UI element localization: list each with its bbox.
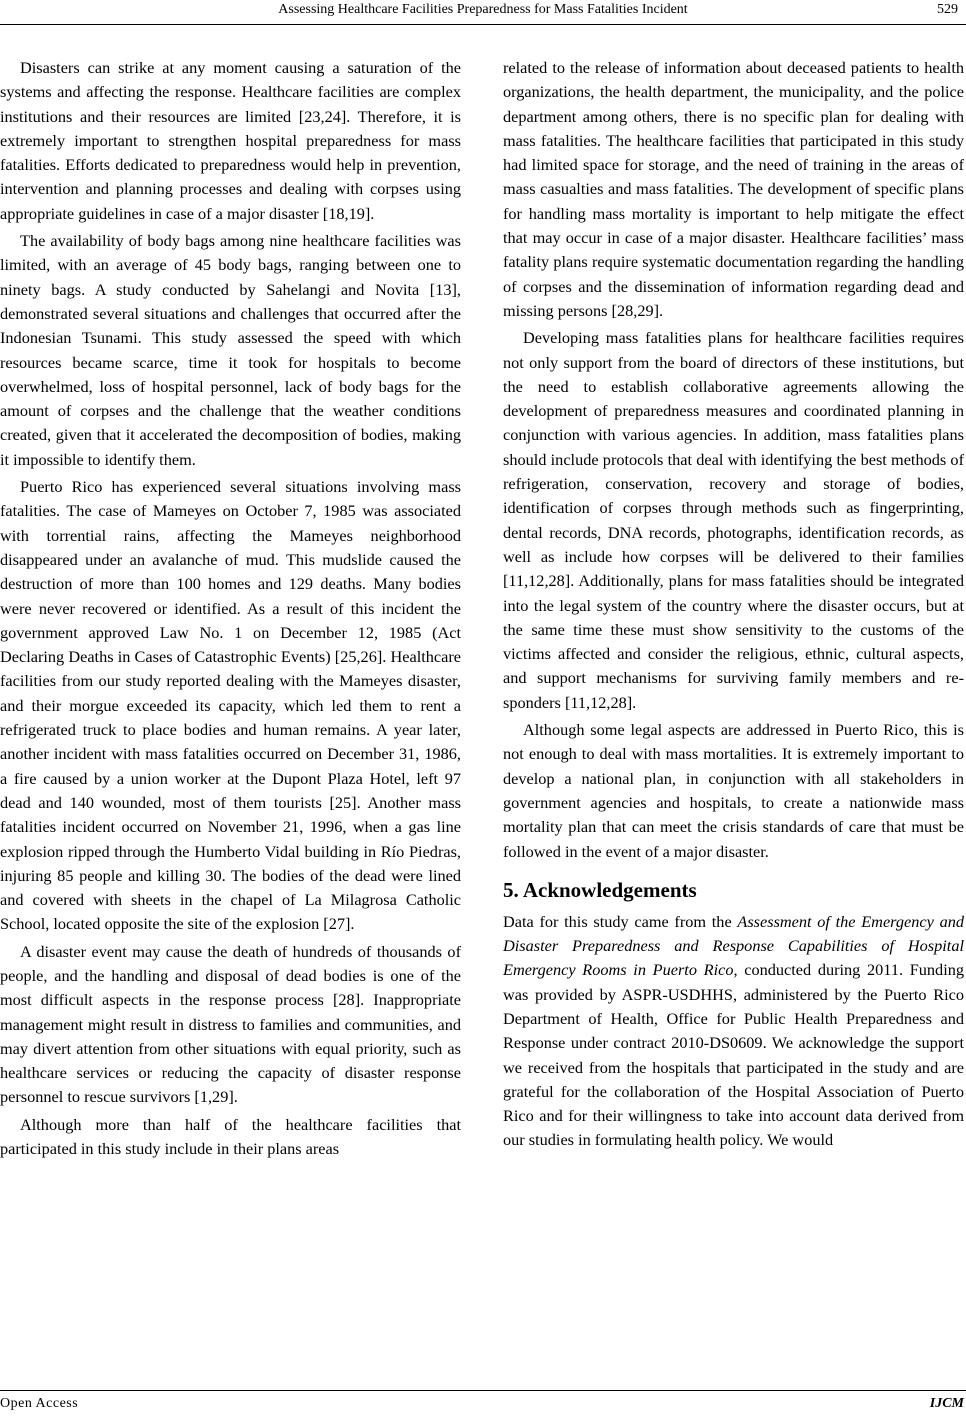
ack-intro: Data for this study came from the <box>503 911 738 931</box>
study-title: Assessment of the Emergency and Disaster Preparedness and Response Capabilities of Hospital Emergency Rooms in Puerto Rico <box>503 911 964 980</box>
footer-rule <box>0 1390 966 1391</box>
paragraph: Developing mass fatalities plans for healthcare facilities requires not only support from the board of directors of these institutions, but the need to establish collaborative agreements allowing the development of preparedness measures and coordinated planning in conjunction with various agencies. In addition, mass fatalities plans should include protocols that deal with identifying the best methods of refrigeration, conservation, recovery and storage of bodies, identification of corpses through methods such as fingerprinting, dental records, DNA records, photographs, identification records, as well as include how corpses will be delivered to their families [11,12,28]. Additionally, plans for mass fatalities should be integrated into the legal system of the country where the disaster occurs, but at the same time these must show sensitivity to the customs of the victims affected and consider the religious, ethnic, cultural aspects, and support mechanisms for surviving family members and responders [11,12,28]. <box>503 328 964 712</box>
right-column <box>503 56 964 1153</box>
paragraph: Although some legal aspects are addressed in Puerto Rico, this is not enough to deal with mass mortalities. It is extremely important to develop a national plan, in conjunction with all stakeholders in government agencies and hospitals, to create a nationwide mass mortality plan that can meet the crisis standards of care that must be followed in the event of a major disaster. <box>503 720 964 861</box>
section-heading: 5. Acknowledgements <box>503 877 697 902</box>
running-header <box>0 0 966 26</box>
paragraph: The availability of body bags among nine healthcare facilities was limited, with an average of 45 body bags, ranging between one to ninety bags. A study conducted by Sahelangi and Novita [13], demonstrated several situations and challenges that occurred after the Indonesian Tsunami. This study assessed the speed with which resources became scarce, time it took for hospitals to become overwhelmed, loss of hospital personnel, lack of body bags for the amount of corpses and the challenge that the weather conditions created, given that it accelerated the decomposition of bodies, making it impossible to identify them. <box>0 231 461 469</box>
paragraph: A disaster event may cause the death of hundreds of thousands of people, and the handling and disposal of dead bodies is one of the most difficult aspects in the response process [28]. Inappropriate management might result in distress to families and communities, and may divert attention from other situations with equal priority, such as healthcare services or reducing the capacity of disaster response personnel to rescue survivors [1,29]. <box>0 941 461 1107</box>
journal-abbreviation: IJCM <box>929 1396 964 1411</box>
paragraph: Disasters can strike at any moment causing a saturation of the systems and affecting the response. Healthcare facilities are complex institutions and their resources are limited [23,24]. Therefore, it is extremely important to strengthen hospital preparedness for mass fatalities. Efforts dedicated to preparedness would help in prevention, intervention and planning processes and dealing with corpses using appropriate guidelines in case of a major disaster [18,19]. <box>0 58 461 223</box>
running-title: Assessing Healthcare Facilities Preparedness for Mass Fatalities Incident <box>278 2 688 17</box>
paragraph: related to the release of information about deceased patients to health organizations, the health department, the municipality, and the police department among others, there is no specific plan for dealing with mass fatalities. The healthcare facilities that participated in this study had limited space for storage, and the need of training in the areas of mass casualties and mass fatalities. The development of specific plans for handling mass mortality is important to help mitigate the effect that may occur in case of a major disaster. Healthcare facilities’ mass fatality plans require systematic documentation regarding the handling of corpses and the dissemination of information regarding dead and missing persons [28,29]. <box>503 58 964 320</box>
ack-rest: , conducted during 2011. Funding was provided by ASPR-USDHHS, administered by the Puerto Rico Department of Health, Office for Public Health Preparedness and Response under contract 2010-DS0609. We acknowledge the support we received from the hospitals that participated in the study and are grateful for the collaboration of the Hospital Association of Puerto Rico and for their willingness to take into account data derived from our studies in formulating health policy. We would <box>503 960 964 1150</box>
acknowledgements-paragraph <box>503 910 964 1153</box>
paragraph: Puerto Rico has experienced several situations involving mass fatalities. The case of Mameyes on October 7, 1985 was associated with torrential rains, affecting the Mameyes neighborhood disappeared under an avalanche of mud. This mudslide caused the destruction of more than 100 homes and 129 deaths. Many bodies were never recovered or identified. As a result of this incident the government approved Law No. 1 on December 12, 1985 (Act Declaring Deaths in Cases of Catastrophic Events) [25,26]. Healthcare facilities from our study reported dealing with the Mameyes disaster, and their morgue exceeded its capacity, which led them to rent a refrigerated truck to place bodies and human remains. A year later, another incident with mass fatalities occurred on December 31, 1986, a fire caused by a union worker at the Dupont Plaza Hotel, left 97 dead and 140 wounded, most of them tourists [25]. Another mass fatalities incident occurred on November 21, 1996, when a gas line explosion ripped through the Humberto Vidal building in Río Piedras, injuring 85 people and killing 30. The bodies of the dead were lined and covered with sheets in the chapel of La Milagrosa Catholic School, located opposite the site of the explosion [27]. <box>0 477 461 934</box>
footer-access-label: Open Access <box>0 1396 79 1411</box>
header-rule <box>0 24 966 25</box>
paragraph: Although more than half of the healthcare facilities that participated in this study include in their plans areas <box>0 1114 461 1159</box>
page-footer <box>0 1390 966 1416</box>
left-column <box>0 56 461 1161</box>
page-number: 529 <box>937 2 958 17</box>
